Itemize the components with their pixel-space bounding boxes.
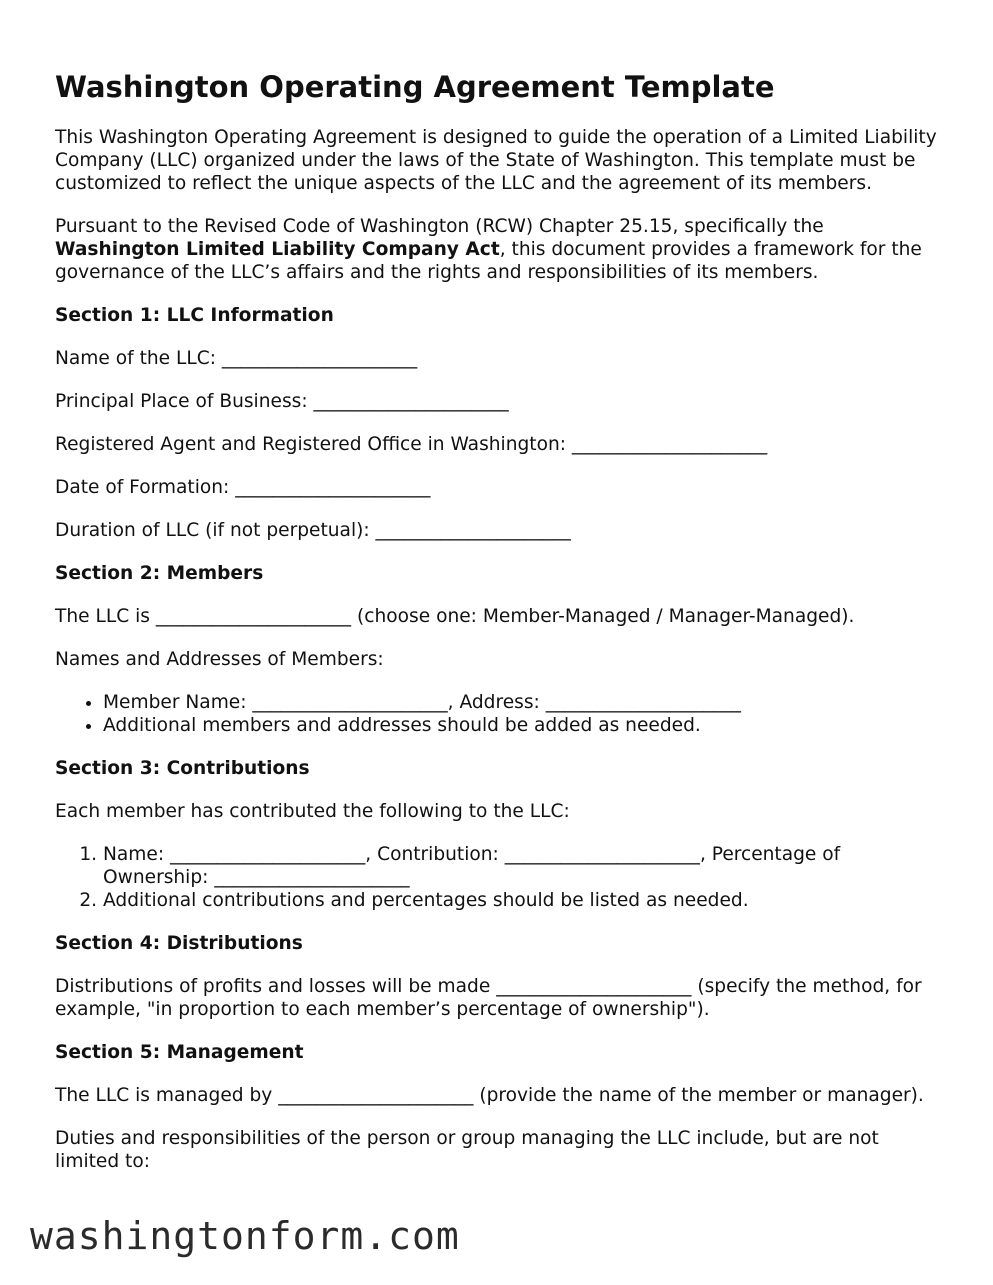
duration-field: Duration of LLC (if not perpetual): _____________________ bbox=[55, 520, 571, 541]
section-3-heading: Section 3: Contributions bbox=[55, 758, 310, 779]
llc-name-field: Name of the LLC: _____________________ bbox=[55, 348, 418, 369]
list-item: • Additional members and addresses should be added as needed. bbox=[103, 714, 940, 737]
llc-act-name: Washington Limited Liability Company Act bbox=[55, 239, 500, 260]
contributions-intro: Each member has contributed the following to the LLC: bbox=[55, 801, 570, 822]
management-type-field: The LLC is _____________________ (choose one: Member-Managed / Manager-Managed). bbox=[55, 606, 855, 627]
section-5-heading: Section 5: Management bbox=[55, 1042, 304, 1063]
intro-paragraph: This Washington Operating Agreement is designed to guide the operation of a Limited Liability Company (LLC) organized under the laws of the State of Washington. This template must be customized to reflect the unique aspects of the LLC and the agreement of its members. bbox=[55, 127, 937, 194]
section-1-heading: Section 1: LLC Information bbox=[55, 305, 334, 326]
section-4-heading: Section 4: Distributions bbox=[55, 933, 303, 954]
document-page bbox=[55, 68, 940, 1193]
list-item: • Member Name: _____________________, Address: _____________________ bbox=[103, 691, 940, 714]
registered-agent-field: Registered Agent and Registered Office in Washington: _____________________ bbox=[55, 434, 768, 455]
rcw-text-start: Pursuant to the Revised Code of Washington (RCW) Chapter 25.15, specifically the bbox=[55, 216, 824, 237]
managed-by-field: The LLC is managed by _____________________ (provide the name of the member or manager). bbox=[55, 1085, 924, 1106]
date-of-formation-field: Date of Formation: _____________________ bbox=[55, 477, 431, 498]
rcw-text-end: , this document provides a framework for the governance of the LLC’s affairs and the rights and responsibilities of its members. bbox=[55, 239, 922, 283]
contributions-list bbox=[55, 843, 940, 912]
distributions-text: Distributions of profits and losses will be made _____________________ (specify the method, for example, "in proportion to each member’s percentage of ownership"). bbox=[55, 976, 922, 1020]
section-2-heading: Section 2: Members bbox=[55, 563, 264, 584]
rcw-paragraph bbox=[55, 215, 940, 284]
duties-text: Duties and responsibilities of the person or group managing the LLC include, but are not limited to: bbox=[55, 1128, 879, 1172]
list-item: 1. Name: _____________________, Contribution: _____________________, Percentage of Ownership: _____________________ bbox=[103, 843, 940, 889]
list-item: 2. Additional contributions and percentages should be listed as needed. bbox=[103, 889, 940, 912]
members-list-heading: Names and Addresses of Members: bbox=[55, 649, 384, 670]
principal-place-field: Principal Place of Business: _____________________ bbox=[55, 391, 509, 412]
members-list bbox=[55, 691, 940, 737]
watermark: washingtonform.com bbox=[30, 1214, 460, 1258]
page-title: Washington Operating Agreement Template bbox=[55, 70, 775, 104]
